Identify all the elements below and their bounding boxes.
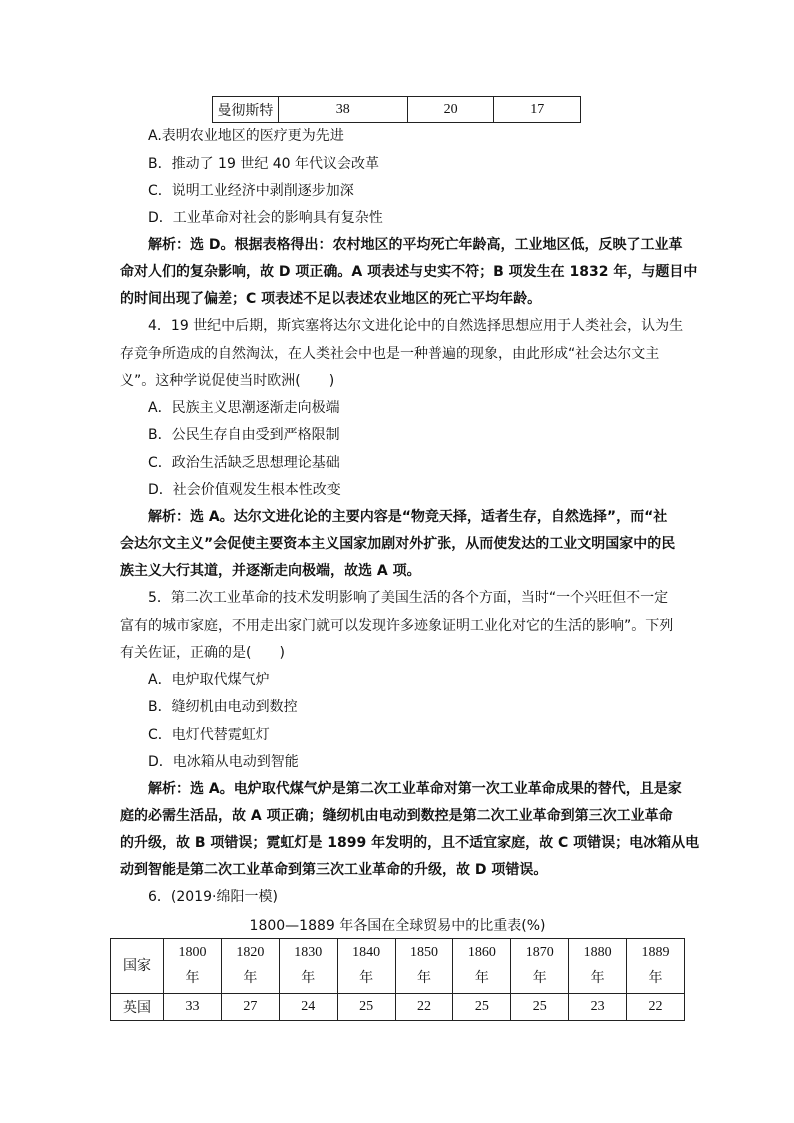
q3-option-d: D．工业革命对社会的影响具有复杂性: [148, 210, 383, 226]
q3-analysis-line: 解析：选 D。根据表格得出：农村地区的平均死亡年龄高，工业地区低，反映了工业革: [148, 237, 683, 253]
table-cell: 24: [279, 994, 337, 1021]
table-header-row: [111, 939, 685, 994]
q5-analysis-line: 的升级，故 B 项错误；霓虹灯是 1899 年发明的，且不适宜家庭，故 C 项错误；电冰箱从电: [120, 835, 700, 851]
trade-share-table: [110, 938, 685, 1021]
q5-analysis-line: 动到智能是第二次工业革命到第三次工业革命的升级，故 D 项错误。: [120, 862, 548, 878]
q4-analysis-line: 解析：选 A。达尔文进化论的主要内容是“物竞天择，适者生存，自然选择”，而“社: [148, 509, 668, 525]
table-header-year: 1860 年: [453, 939, 511, 994]
q4-option-a: A．民族主义思潮逐渐走向极端: [148, 400, 340, 416]
q4-stem-line: 4．19 世纪中后期，斯宾塞将达尔文进化论中的自然选择思想应用于人类社会，认为生: [148, 318, 684, 334]
table-cell: 22: [627, 994, 685, 1021]
table-header-year: 1880 年: [569, 939, 627, 994]
q5-option-d: D．电冰箱从电动到智能: [148, 754, 299, 770]
q3-option-c: C．说明工业经济中剥削逐步加深: [148, 183, 354, 199]
table-caption: 1800—1889 年各国在全球贸易中的比重表(%): [249, 918, 546, 934]
q3-analysis-line: 命对人们的复杂影响，故 D 项正确。A 项表述与史实不符；B 项发生在 1832 年，与题目中: [120, 264, 698, 280]
table-row: [111, 994, 685, 1021]
q4-analysis-line: 会达尔文主义”会促使主要资本主义国家加剧对外扩张，从而使发达的工业文明国家中的民: [120, 536, 676, 552]
table-header-year: 1820 年: [221, 939, 279, 994]
table-cell: 33: [164, 994, 222, 1021]
table-cell: 20: [407, 97, 494, 123]
table-row-label: 英国: [111, 994, 164, 1021]
table-cell: 27: [221, 994, 279, 1021]
table-header-year: 1840 年: [337, 939, 395, 994]
table-cell: 22: [395, 994, 453, 1021]
table-header-year: 1870 年: [511, 939, 569, 994]
q5-option-a: A．电炉取代煤气炉: [148, 672, 270, 688]
table-cell: 17: [494, 97, 581, 123]
q4-option-c: C．政治生活缺乏思想理论基础: [148, 455, 340, 471]
table-header-year: 1800 年: [164, 939, 222, 994]
q5-stem-line: 有关佐证，正确的是( ): [120, 645, 285, 661]
q3-option-b: B．推动了 19 世纪 40 年代议会改革: [148, 156, 380, 172]
q5-option-b: B．缝纫机由电动到数控: [148, 699, 298, 715]
table-header-country: 国家: [111, 939, 164, 994]
table-cell: 25: [337, 994, 395, 1021]
table-header-year: 1889 年: [627, 939, 685, 994]
table-cell: 38: [278, 97, 407, 123]
table-header-year: 1830 年: [279, 939, 337, 994]
table-row: [213, 97, 581, 123]
q4-option-b: B．公民生存自由受到严格限制: [148, 427, 340, 443]
q4-stem-line: 存竞争所造成的自然淘汰，在人类社会中也是一种普遍的现象，由此形成“社会达尔文主: [120, 346, 660, 362]
q5-stem-line: 5．第二次工业革命的技术发明影响了美国生活的各个方面，当时“一个兴旺但不一定: [148, 590, 669, 606]
q6-number: 6．(2019·绵阳一模): [148, 889, 278, 905]
q4-option-d: D．社会价值观发生根本性改变: [148, 482, 341, 498]
q5-stem-line: 富有的城市家庭，不用走出家门就可以发现许多迹象证明工业化对它的生活的影响”。下列: [120, 618, 674, 634]
q3-analysis-line: 的时间出现了偏差；C 项表述不足以表述农业地区的死亡平均年龄。: [120, 291, 542, 307]
table-cell: 25: [511, 994, 569, 1021]
table-header-year: 1850 年: [395, 939, 453, 994]
q5-analysis-line: 解析：选 A。电炉取代煤气炉是第二次工业革命对第一次工业革命成果的替代，且是家: [148, 781, 682, 797]
q4-analysis-line: 族主义大行其道，并逐渐走向极端，故选 A 项。: [120, 563, 421, 579]
table-cell-city: 曼彻斯特: [213, 97, 279, 123]
q5-option-c: C．电灯代替霓虹灯: [148, 727, 270, 743]
q4-stem-line: 义”。这种学说促使当时欧洲( ): [120, 373, 335, 389]
mortality-table-fragment: [212, 96, 581, 123]
table-cell: 25: [453, 994, 511, 1021]
q3-option-a: A.表明农业地区的医疗更为先进: [148, 128, 344, 144]
table-cell: 23: [569, 994, 627, 1021]
q5-analysis-line: 庭的必需生活品，故 A 项正确；缝纫机由电动到数控是第二次工业革命到第三次工业革命: [120, 808, 673, 824]
